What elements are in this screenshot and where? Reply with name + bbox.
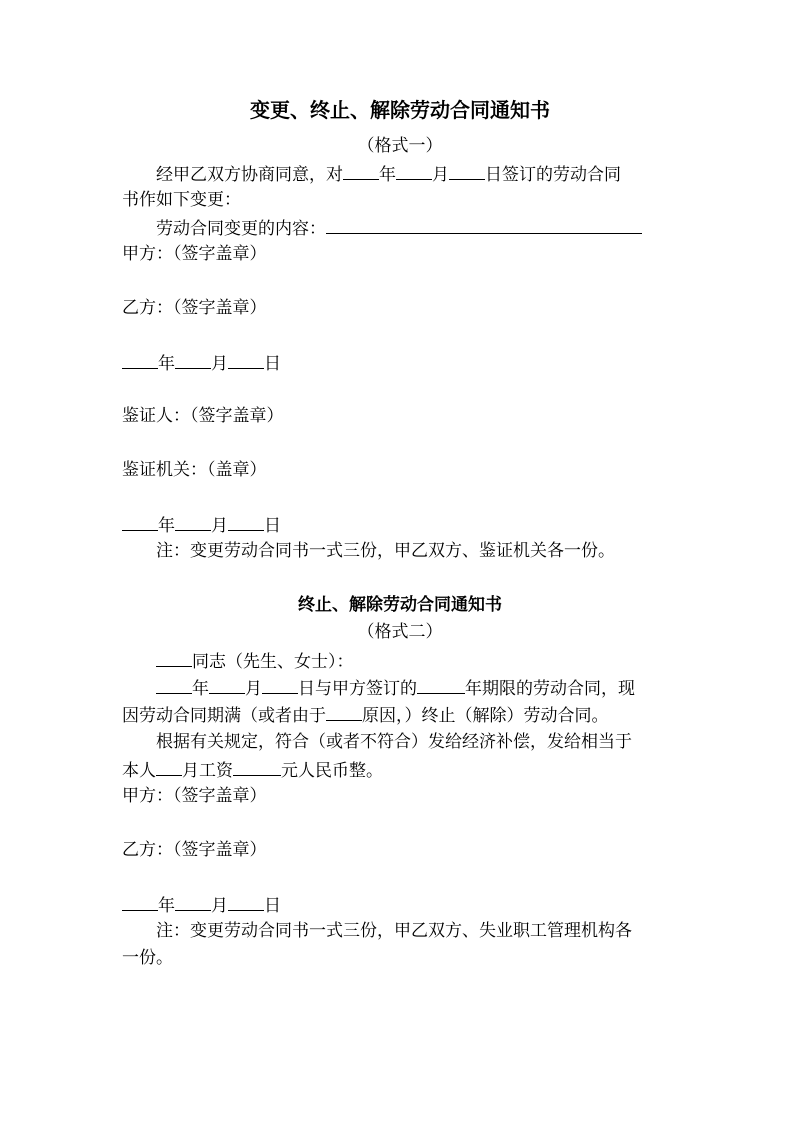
day-label: 日与甲方签订的: [298, 679, 417, 699]
blank-month[interactable]: [175, 892, 211, 911]
format-two-label: （格式二）: [357, 622, 443, 642]
year-label: 年: [192, 679, 209, 699]
blank-day[interactable]: [449, 161, 485, 180]
month-label: 月: [211, 516, 228, 536]
note-format-one: 注：变更劳动合同书一式三份，甲乙双方、鉴证机关各一份。: [156, 541, 615, 561]
note-format-two: 注：变更劳动合同书一式三份，甲乙双方、失业职工管理机构各: [156, 921, 632, 941]
comrade-label: 同志（先生、女士）：: [192, 652, 354, 672]
salary-label: 月工资: [182, 761, 233, 781]
blank-months[interactable]: [156, 757, 182, 776]
paragraph-contract-cont: [122, 702, 609, 726]
change-content-field[interactable]: [326, 215, 642, 234]
blank-term[interactable]: [417, 675, 465, 694]
blank-month[interactable]: [175, 350, 211, 369]
blank-year[interactable]: [156, 675, 192, 694]
term-label: 年期限的劳动合同，现: [465, 679, 635, 699]
change-content-label: 劳动合同变更的内容：: [156, 219, 326, 239]
reason-text-end: 原因，）终止（解除）劳动合同。: [362, 706, 609, 726]
witness-signature: 鉴证人：（签字盖章）: [122, 406, 284, 426]
month-label: 月: [211, 354, 228, 374]
party-b-signature-2: 乙方：（签字盖章）: [122, 840, 267, 860]
comrade-row: [156, 648, 354, 672]
paragraph-compensation-cont: [122, 757, 383, 781]
title-format-two: 终止、解除劳动合同通知书: [298, 595, 502, 615]
blank-month[interactable]: [209, 675, 245, 694]
blank-amount[interactable]: [233, 757, 281, 776]
blank-day[interactable]: [228, 512, 264, 531]
blank-day[interactable]: [228, 350, 264, 369]
month-label: 月: [432, 165, 449, 185]
date-row-2: [122, 512, 281, 536]
paragraph-text: 经甲乙双方协商同意，对: [156, 165, 343, 185]
blank-day[interactable]: [262, 675, 298, 694]
party-b-signature: 乙方：（签字盖章）: [122, 298, 267, 318]
year-label: 年: [379, 165, 396, 185]
blank-reason[interactable]: [326, 702, 362, 721]
date-row-1: [122, 350, 281, 374]
format-one-label: （格式一）: [357, 136, 443, 156]
blank-name[interactable]: [156, 648, 192, 667]
paragraph-compensation: 根据有关规定，符合（或者不符合）发给经济补偿，发给相当于: [156, 732, 632, 752]
title-format-one: 变更、终止、解除劳动合同通知书: [250, 98, 550, 122]
date-row-3: [122, 892, 281, 916]
month-label: 月: [245, 679, 262, 699]
month-label: 月: [211, 896, 228, 916]
blank-month[interactable]: [396, 161, 432, 180]
year-label: 年: [158, 354, 175, 374]
change-content-row: [156, 215, 642, 239]
day-label: 日: [264, 516, 281, 536]
year-label: 年: [158, 516, 175, 536]
blank-year[interactable]: [343, 161, 379, 180]
blank-month[interactable]: [175, 512, 211, 531]
party-a-signature: 甲方：（签字盖章）: [122, 244, 267, 264]
blank-year[interactable]: [122, 892, 158, 911]
reason-text: 因劳动合同期满（或者由于: [122, 706, 326, 726]
self-label: 本人: [122, 761, 156, 781]
blank-year[interactable]: [122, 350, 158, 369]
year-label: 年: [158, 896, 175, 916]
day-label: 日: [264, 896, 281, 916]
paragraph-agreement-cont: 书作如下变更：: [122, 190, 241, 210]
paragraph-agreement: [156, 161, 621, 185]
day-label: 日签订的劳动合同: [485, 165, 621, 185]
blank-day[interactable]: [228, 892, 264, 911]
amount-label: 元人民币整。: [281, 761, 383, 781]
paragraph-contract: [156, 675, 635, 699]
blank-year[interactable]: [122, 512, 158, 531]
note-format-two-cont: 一份。: [122, 948, 173, 968]
party-a-signature-2: 甲方：（签字盖章）: [122, 786, 267, 806]
day-label: 日: [264, 354, 281, 374]
witness-org-seal: 鉴证机关：（盖章）: [122, 460, 267, 480]
